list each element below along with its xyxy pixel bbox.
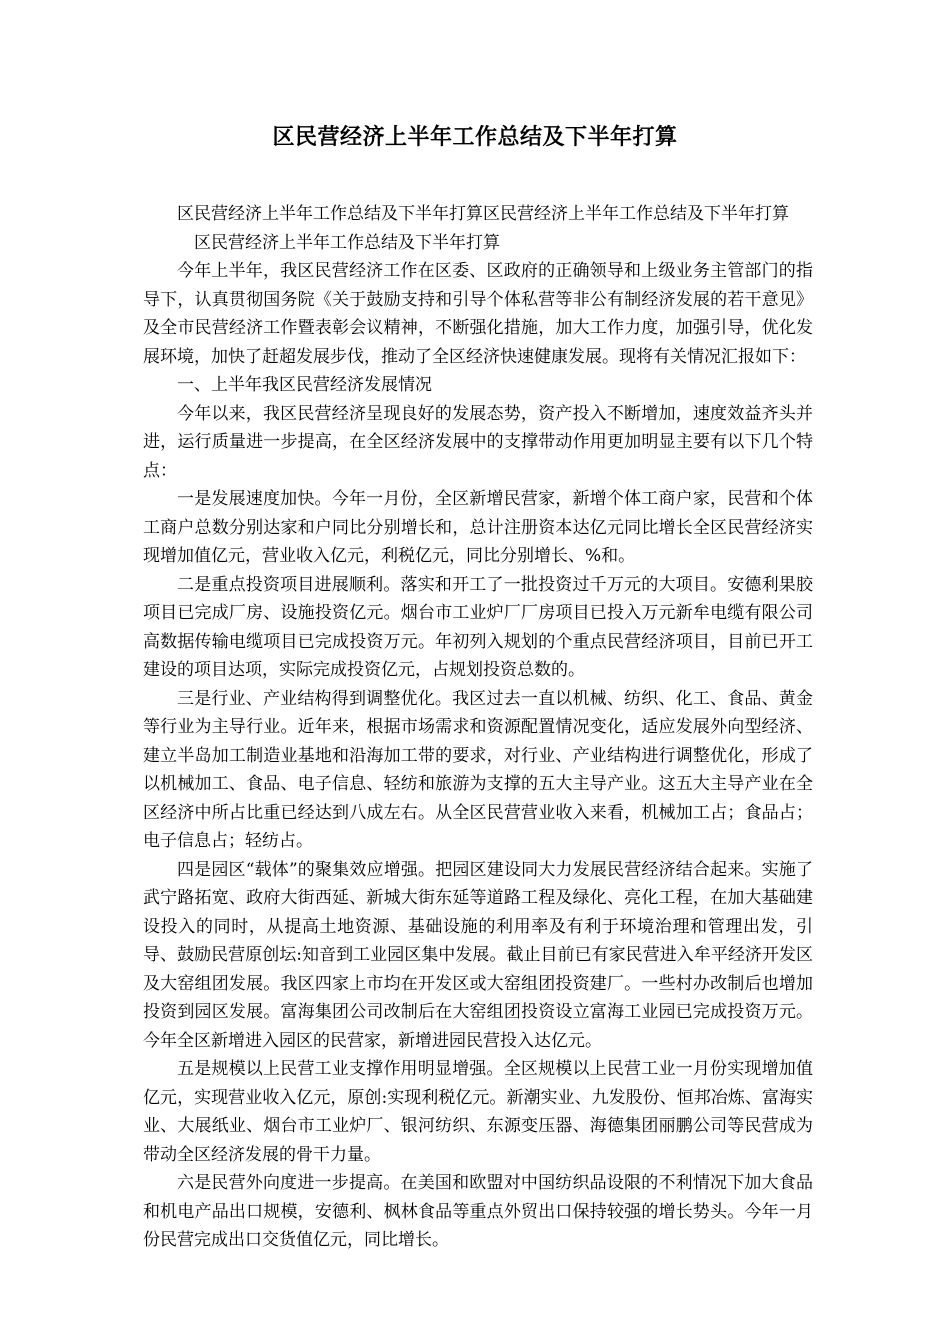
paragraph-intro: 区民营经济上半年工作总结及下半年打算区民营经济上半年工作总结及下半年打算: [177, 204, 789, 224]
paragraph-point-1: 一是发展速度加快。今年一月份，全区新增民营家，新增个体工商户家，民营和个体工商户总数分别达家和户同比分别增长和，总计注册资本达亿元同比增长全区民营经济实现增加值亿元，营业收入亿元，利税亿元，同比分别增长、%和。: [143, 489, 813, 566]
paragraph-point-3: 三是行业、产业结构得到调整优化。我区过去一直以机械、纺织、化工、食品、黄金等行业为主导行业。近年来，根据市场需求和资源配置情况变化，适应发展外向型经济、建立半岛加工制造业基地和沿海加工带的要求，对行业、产业结构进行调整优化，形成了以机械加工、食品、电子信息、轻纺和旅游为支撑的五大主导产业。这五大主导产业在全区经济中所占比重已经达到八成左右。从全区民营营业收入来看，机械加工占；食品占；电子信息占；轻纺占。: [143, 688, 813, 851]
paragraph-point-6: 六是民营外向度进一步提高。在美国和欧盟对中国纺织品设限的不利情况下加大食品和机电产品出口规模，安德利、枫林食品等重点外贸出口保持较强的增长势头。今年一月份民营完成出口交货值亿元，同比增长。: [143, 1173, 813, 1250]
section-heading: 一、上半年我区民营经济发展情况: [177, 375, 432, 395]
paragraph-point-5: 五是规模以上民营工业支撑作用明显增强。全区规模以上民营工业一月份实现增加值亿元，实现营业收入亿元，原创:实现利税亿元。新潮实业、九发股份、恒邦冶炼、富海实业、大展纸业、烟台市工业炉厂、银河纺织、东源变压器、海德集团丽鹏公司等民营成为带动全区经济发展的骨干力量。: [143, 1059, 813, 1165]
paragraph-overview: 今年上半年，我区民营经济工作在区委、区政府的正确领导和上级业务主管部门的指导下，认真贯彻国务院《关于鼓励支持和引导个体私营等非公有制经济发展的若干意见》及全市民营经济工作暨表彰会议精神，不断强化措施，加大工作力度，加强引导，优化发展环境，加快了赶超发展步伐，推动了全区经济快速健康发展。现将有关情况汇报如下：: [143, 261, 813, 367]
paragraph-point-2: 二是重点投资项目进展顺利。落实和开工了一批投资过千万元的大项目。安德利果胶项目已完成厂房、设施投资亿元。烟台市工业炉厂厂房项目已投入万元新牟电缆有限公司高数据传输电缆项目已完成投资万元。年初列入规划的个重点民营经济项目，目前已开工建设的项目达项，实际完成投资亿元，占规划投资总数的。: [143, 574, 813, 680]
paragraph-point-4: 四是园区“载体”的聚集效应增强。把园区建设同大力发展民营经济结合起来。实施了武宁路拓宽、政府大街西延、新城大街东延等道路工程及绿化、亮化工程，在加大基础建设投入的同时，从提高土地资源、基础设施的利用率及有利于环境治理和管理出发，引导、鼓励民营原创坛:知音到工业园区集中发展。截止目前已有家民营进入牟平经济开发区及大窑组团发展。我区四家上市均在开发区或大窑组团投资建厂。一些村办改制后也增加投资到园区发展。富海集团公司改制后在大窑组团投资设立富海工业园已完成投资万元。今年全区新增进入园区的民营家，新增进园民营投入达亿元。: [143, 859, 813, 1051]
paragraph-trend: 今年以来，我区民营经济呈现良好的发展态势，资产投入不断增加，速度效益齐头并进，运行质量进一步提高，在全区经济发展中的支撑带动作用更加明显主要有以下几个特点：: [143, 403, 813, 481]
document-title: 区民营经济上半年工作总结及下半年打算: [272, 124, 678, 150]
paragraph-subtitle: 区民营经济上半年工作总结及下半年打算: [194, 232, 500, 253]
document-body: [143, 200, 813, 1255]
